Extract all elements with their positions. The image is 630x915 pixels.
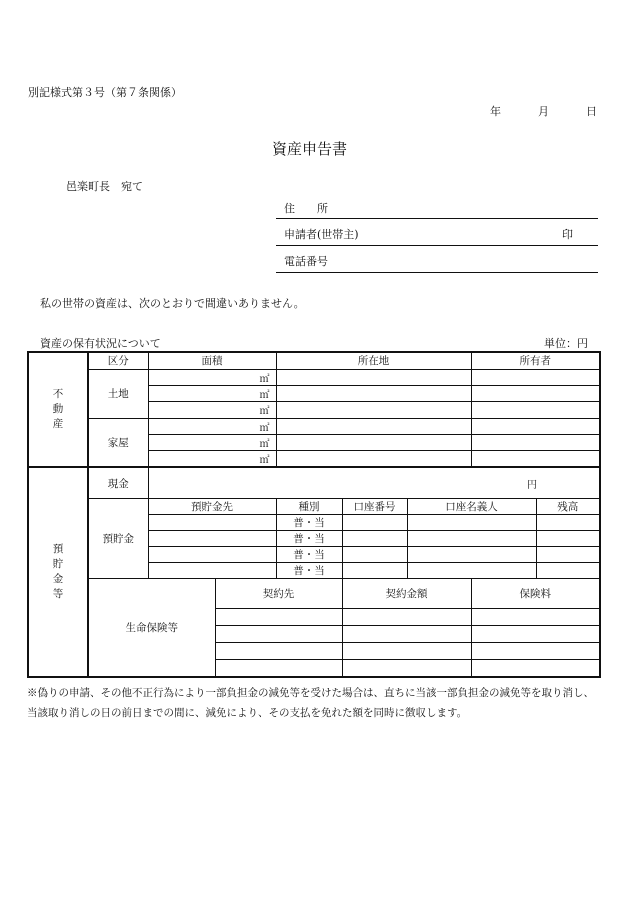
header-balance: 残高 (536, 499, 600, 515)
location-cell[interactable] (276, 369, 471, 385)
applicant-label: 申請者(世帯主) (284, 228, 359, 241)
footnote: ※偽りの申請、その他不正行為により一部負担金の減免等を受けた場合は、直ちに当該一部負担金の減免等を取り消し、当該取り消しの日の前日までの間に、減免により、その支払を免れた額を同時に徴収します。 (27, 687, 594, 719)
owner-cell[interactable] (471, 385, 600, 401)
location-cell[interactable] (276, 434, 471, 450)
account-no-cell[interactable] (342, 547, 407, 563)
cash-amount-field[interactable]: 円 (148, 468, 600, 499)
land-label: 土地 (88, 369, 148, 418)
page-title: 資産申告書 (272, 140, 348, 158)
seal-label: 印 (562, 228, 573, 241)
account-name-cell[interactable] (407, 531, 536, 547)
location-cell[interactable] (276, 385, 471, 401)
contractor-cell[interactable] (215, 660, 342, 677)
balance-cell[interactable] (536, 515, 600, 531)
phone-label: 電話番号 (284, 255, 328, 268)
area-cell[interactable]: ㎡ (148, 450, 276, 467)
premium-cell[interactable] (471, 660, 600, 677)
account-name-cell[interactable] (407, 515, 536, 531)
account-name-cell[interactable] (407, 563, 536, 579)
savings-table (27, 467, 601, 678)
owner-cell[interactable] (471, 369, 600, 385)
bank-cell[interactable] (148, 531, 276, 547)
unit-label: 単位：円 (544, 337, 588, 350)
addressee: 邑楽町長 宛て (66, 180, 143, 193)
date-month: 月 (538, 105, 549, 118)
amount-cell[interactable] (342, 660, 471, 677)
header-owner: 所有者 (471, 352, 600, 369)
header-premium: 保険料 (471, 579, 600, 609)
phone-field[interactable] (276, 272, 598, 273)
bank-cell[interactable] (148, 515, 276, 531)
account-no-cell[interactable] (342, 515, 407, 531)
amount-cell[interactable] (342, 609, 471, 626)
amount-cell[interactable] (342, 643, 471, 660)
date-year: 年 (490, 105, 501, 118)
header-kubun: 区分 (88, 352, 148, 369)
header-location: 所在地 (276, 352, 471, 369)
contractor-cell[interactable] (215, 626, 342, 643)
address-field[interactable] (276, 218, 598, 219)
area-cell[interactable]: ㎡ (148, 401, 276, 418)
balance-cell[interactable] (536, 547, 600, 563)
real-estate-table (27, 351, 601, 468)
type-cell[interactable]: 普・当 (276, 547, 342, 563)
statement: 私の世帯の資産は、次のとおりで間違いありません。 (40, 297, 305, 310)
owner-cell[interactable] (471, 401, 600, 418)
premium-cell[interactable] (471, 626, 600, 643)
area-cell[interactable]: ㎡ (148, 385, 276, 401)
balance-cell[interactable] (536, 531, 600, 547)
location-cell[interactable] (276, 450, 471, 467)
bank-cell[interactable] (148, 547, 276, 563)
header-bank: 預貯金先 (148, 499, 276, 515)
header-account-no: 口座番号 (342, 499, 407, 515)
contractor-cell[interactable] (215, 609, 342, 626)
date-day: 日 (586, 105, 597, 118)
account-name-cell[interactable] (407, 547, 536, 563)
account-no-cell[interactable] (342, 563, 407, 579)
amount-cell[interactable] (342, 626, 471, 643)
type-cell[interactable]: 普・当 (276, 531, 342, 547)
area-cell[interactable]: ㎡ (148, 434, 276, 450)
area-cell[interactable]: ㎡ (148, 369, 276, 385)
header-area: 面積 (148, 352, 276, 369)
contractor-cell[interactable] (215, 643, 342, 660)
house-label: 家屋 (88, 418, 148, 467)
owner-cell[interactable] (471, 418, 600, 434)
cash-label: 現金 (88, 468, 148, 499)
address-label: 住 所 (284, 202, 328, 215)
applicant-field[interactable] (276, 245, 598, 246)
location-cell[interactable] (276, 401, 471, 418)
header-type: 種別 (276, 499, 342, 515)
form-code: 別記様式第３号（第７条関係） (28, 86, 182, 99)
header-account-name: 口座名義人 (407, 499, 536, 515)
owner-cell[interactable] (471, 450, 600, 467)
section-title: 資産の保有状況について (40, 337, 161, 350)
type-cell[interactable]: 普・当 (276, 515, 342, 531)
header-contractor: 契約先 (215, 579, 342, 609)
type-cell[interactable]: 普・当 (276, 563, 342, 579)
account-no-cell[interactable] (342, 531, 407, 547)
location-cell[interactable] (276, 418, 471, 434)
balance-cell[interactable] (536, 563, 600, 579)
bank-cell[interactable] (148, 563, 276, 579)
deposit-label: 預貯金 (88, 499, 148, 579)
area-cell[interactable]: ㎡ (148, 418, 276, 434)
premium-cell[interactable] (471, 643, 600, 660)
owner-cell[interactable] (471, 434, 600, 450)
insurance-label: 生命保険等 (88, 579, 215, 677)
category-real-estate: 不動産 (28, 352, 88, 467)
category-savings: 預貯金等 (28, 468, 88, 677)
premium-cell[interactable] (471, 609, 600, 626)
header-amount: 契約金額 (342, 579, 471, 609)
